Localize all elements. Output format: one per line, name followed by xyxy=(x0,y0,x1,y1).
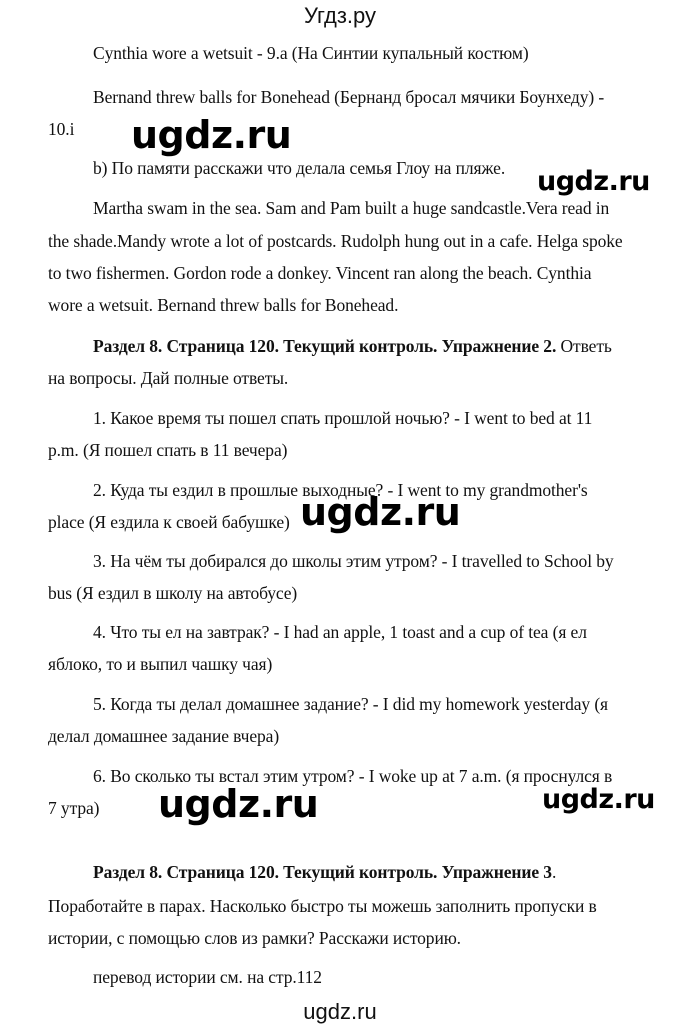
watermark: ugdz.ru xyxy=(158,782,319,826)
answer-line-continued: делал домашнее задание вчера) xyxy=(48,726,280,746)
answer-line: 4. Что ты ел на завтрак? - I had an apple, 1 toast and a cup of tea (я ел xyxy=(93,622,587,642)
section3-text-line: истории, с помощью слов из рамки? Расскажи историю. xyxy=(48,928,461,948)
answer-line: 1. Какое время ты пошел спать прошлой ночью? - I went to bed at 11 xyxy=(93,408,593,428)
cynthia-line: Cynthia wore a wetsuit - 9.a (На Синтии купальный костюм) xyxy=(93,43,529,63)
answer-line-continued: 7 утра) xyxy=(48,798,100,818)
task-b: b) По памяти расскажи что делала семья Глоу на пляже. xyxy=(93,158,506,178)
section2-instruction: Ответь xyxy=(560,336,612,356)
section3-note: перевод истории см. на стр.112 xyxy=(93,967,322,987)
answer-line-continued: bus (Я ездил в школу на автобусе) xyxy=(48,583,298,603)
watermark: ugdz.ru xyxy=(300,490,461,534)
story-line: wore a wetsuit. Bernand threw balls for Bonehead. xyxy=(48,295,399,315)
answer-line: 2. Куда ты ездил в прошлые выходные? - I went to my grandmother's xyxy=(93,480,588,500)
answer-line-continued: яблоко, то и выпил чашку чая) xyxy=(48,654,273,674)
section2-heading: Раздел 8. Страница 120. Текущий контроль. Упражнение 2. xyxy=(93,336,557,356)
watermark: ugdz.ru xyxy=(537,166,650,197)
answer-line: 5. Когда ты делал домашнее задание? - I did my homework yesterday (я xyxy=(93,694,609,714)
section3-heading: Раздел 8. Страница 120. Текущий контроль. Упражнение 3 xyxy=(93,862,552,882)
section2-instruction-continued: на вопросы. Дай полные ответы. xyxy=(48,368,289,388)
story-line: the shade.Mandy wrote a lot of postcards. Rudolph hung out in a cafe. Helga spoke xyxy=(48,231,623,251)
answer-line-continued: p.m. (Я пошел спать в 11 вечера) xyxy=(48,440,288,460)
answer-line: 3. На чём ты добирался до школы этим утром? - I travelled to School by xyxy=(93,551,614,571)
answer-line: 6. Во сколько ты встал этим утром? - I woke up at 7 a.m. (я проснулся в xyxy=(93,766,613,786)
answer-line-continued: place (Я ездила к своей бабушке) xyxy=(48,512,290,532)
site-footer: ugdz.ru xyxy=(303,999,377,1024)
section3-text-line: Поработайте в парах. Насколько быстро ты можешь заполнить пропуски в xyxy=(48,896,597,916)
site-header: Угдз.ру xyxy=(303,3,377,28)
bernand-line-continued: 10.i xyxy=(48,119,75,139)
watermark: ugdz.ru xyxy=(131,113,292,157)
bernand-line: Bernand threw balls for Bonehead (Бернанд бросал мячики Боунхеду) - xyxy=(93,87,605,107)
section2-heading-line xyxy=(93,336,612,356)
section3-heading-period: . xyxy=(551,862,557,882)
story-line: Martha swam in the sea. Sam and Pam built a huge sandcastle.Vera read in xyxy=(93,198,610,218)
watermark: ugdz.ru xyxy=(542,784,655,815)
section3-heading-line xyxy=(93,862,556,882)
story-line: to two fishermen. Gordon rode a donkey. Vincent ran along the beach. Cynthia xyxy=(48,263,592,283)
